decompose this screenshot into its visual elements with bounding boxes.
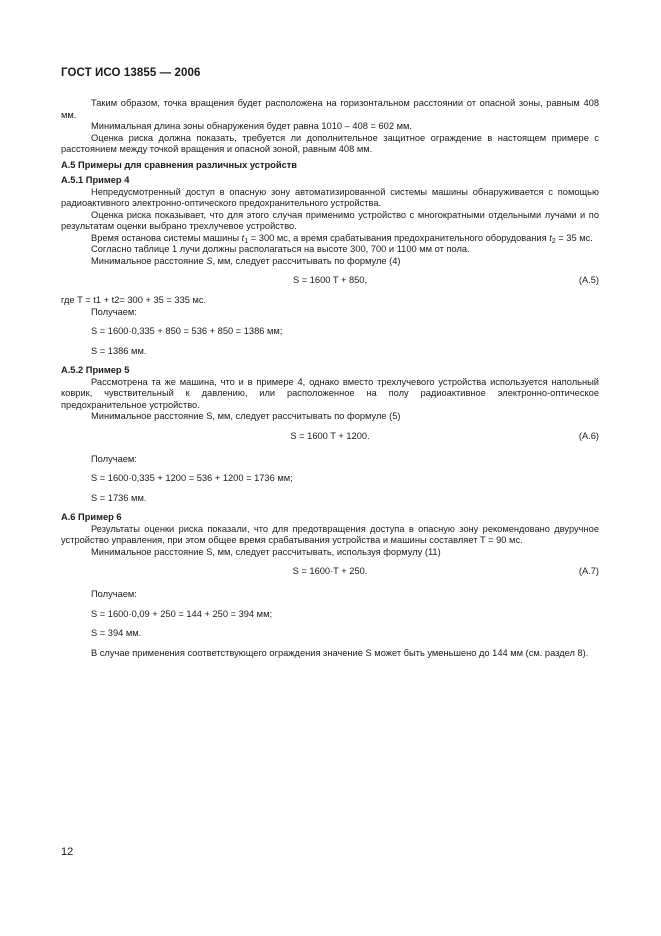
formula-expression: S = 1600 T + 850, bbox=[292, 275, 368, 285]
page-content bbox=[61, 98, 599, 659]
intro-paragraph-2: Минимальная длина зоны обнаружения будет равна 1010 – 408 = 602 мм. bbox=[91, 121, 412, 131]
calculation-result: S = 394 мм. bbox=[91, 628, 142, 638]
example6-heading: А.6 Пример 6 bbox=[61, 512, 122, 522]
example4-paragraph-2: Оценка риска показывает, что для этого случая применимо устройство с многократными отдельными лучами и по результатам оценки выбрано трехлучевое устройство. bbox=[61, 209, 599, 231]
formula-a5 bbox=[61, 275, 599, 287]
calculation-line: S = 1600·0,09 + 250 = 144 + 250 = 394 мм; bbox=[91, 608, 273, 619]
calculation-result: S = 1386 мм. bbox=[91, 345, 147, 356]
formula-number: (А.6) bbox=[578, 430, 599, 441]
where-clause: где T = t1 + t2= 300 + 35 = 335 мс. bbox=[61, 295, 207, 305]
example6-paragraph-1: Результаты оценки риска показали, что для предотвращения доступа в опасную зону рекомендовано двуручное устройство управления, при этом общее время срабатывания устройства и машины составляет T = 90 мс. bbox=[61, 523, 599, 545]
example4-paragraph-4: Согласно таблице 1 лучи должны располагаться на высоте 300, 700 и 1100 мм от пола. bbox=[91, 244, 470, 254]
result-label: Получаем: bbox=[91, 589, 137, 599]
formula-expression: S = 1600 T + 1200. bbox=[290, 430, 370, 441]
example4-paragraph-3: Время останова системы машины $t_1 = 300$ мс, а время срабатывания предохранительного оборудования $t_2 = 35$ мс. bbox=[91, 232, 593, 245]
example5-heading: А.5.2 Пример 5 bbox=[61, 365, 130, 375]
calculation-line: S = 1600·0,335 + 850 = 536 + 850 = 1386 мм; bbox=[91, 326, 283, 336]
formula-number: (А.5) bbox=[578, 275, 599, 285]
section-heading-a5: А.5 Примеры для сравнения различных устройств bbox=[61, 159, 298, 170]
example5-paragraph-1: Рассмотрена та же машина, что и в примере 4, однако вместо трехлучевого устройства используется напольный коврик, чувствительный к давлению, или расположенное на полу радиоактивное электронно-оптическое предохранительное устройство. bbox=[61, 376, 599, 410]
example4-paragraph-5: Минимальное расстояние S, мм, следует рассчитывать по формуле (4) bbox=[91, 255, 401, 266]
formula-a7 bbox=[61, 566, 599, 578]
intro-paragraph-1: Таким образом, точка вращения будет расположена на горизонтальном расстоянии от опасной зоны, равным 408 мм. bbox=[61, 98, 599, 120]
result-label: Получаем: bbox=[91, 306, 137, 317]
example5-paragraph-2: Минимальное расстояние S, мм, следует рассчитывать по формуле (5) bbox=[91, 411, 401, 421]
calculation-result: S = 1736 мм. bbox=[91, 492, 147, 503]
intro-paragraph-3: Оценка риска должна показать, требуется ли дополнительное защитное ограждение в настоящем примере с расстоянием между точкой вращения и опасной зоной, равным 408 мм. bbox=[61, 132, 599, 154]
example6-paragraph-2: Минимальное расстояние S, мм, следует рассчитывать, используя формулу (11) bbox=[91, 546, 441, 557]
final-paragraph: В случае применения соответствующего ограждения значение S может быть уменьшено до 144 мм (см. раздел 8). bbox=[91, 647, 589, 658]
formula-number: (А.7) bbox=[578, 566, 599, 576]
formula-a6 bbox=[61, 431, 599, 443]
result-label: Получаем: bbox=[91, 453, 137, 464]
example4-paragraph-1: Непредусмотренный доступ в опасную зону автоматизированной системы машины обнаруживается с помощью радиоактивного электронно-оптического предохранительного устройства. bbox=[61, 186, 599, 208]
document-header: ГОСТ ИСО 13855 — 2006 bbox=[61, 67, 201, 79]
calculation-line: S = 1600·0,335 + 1200 = 536 + 1200 = 1736 мм; bbox=[91, 473, 293, 483]
formula-expression: S = 1600·T + 250. bbox=[292, 566, 368, 576]
example4-heading: А.5.1 Пример 4 bbox=[61, 175, 130, 185]
page-number: 12 bbox=[61, 846, 74, 858]
